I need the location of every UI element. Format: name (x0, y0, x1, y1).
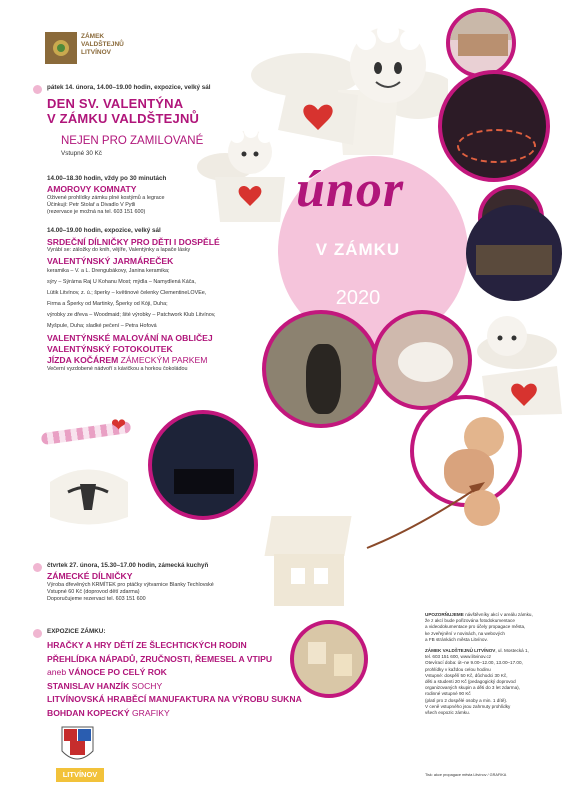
headline-vzamku: V ZÁMKU (315, 240, 401, 259)
info-column: UPOZORŇUJEME návštěvníky akcí v areálu zámku, že z akcí bude pořizována fotodokumentace a videodokumentace pro účely propagace města, ke zveřejnění v novinách, na webových a FB stránkách města Litvínov. ZÁMEK VALDŠTEJNŮ LITVÍNOV, ul. Mostecká 1, tel. 603 151 600, www.litvinov.cz Otevírací doba: út–ne 9.00–12.00, 13.00–17.00, prohlídky v každou celou hodinu Vstupné: dospělí 50 Kč, důchodci 30 Kč, děti a studenti 20 Kč (pedagogický doprovod organizovaných skupin a děti do 3 let zdarma), rodinné vstupné 90 Kč (platí pro 2 dospělé osoby a min. 1 dítě). V ceně vstupného jsou zahrnuty prohlídky všech expozic zámku. (425, 612, 533, 716)
bullet-dot (33, 629, 42, 638)
expo-meta: EXPOZICE ZÁMKU: (47, 628, 106, 635)
logo-text: ZÁMEK VALDŠTEJNŮ LITVÍNOV (81, 33, 124, 56)
print-credit: Tisk: akce propagace města Litvínov / GRAFIKA (425, 773, 507, 777)
block2-desc: Oživené prohlídky zámku plné kostýmů a legrace Účinkují: Petr Stolař a Divadlo V Pytli (rezervace je možná na tel. 603 151 600) (47, 195, 165, 216)
cupid-bow-illustration (357, 468, 527, 563)
city-label: LITVÍNOV (62, 770, 98, 779)
expo-list: HRAČKY A HRY DĚTÍ ZE ŠLECHTICKÝCH RODIN PŘEHLÍDKA NÁPADŮ, ZRUČNOSTI, ŘEMESEL A VTIPU aneb VÁNOCE PO CELÝ ROK STANISLAV HANZÍK SOCHY LITVÍNOVSKÁ HRABĚCÍ MANUFAKTURA NA VÝROBU SUKNA BOHDAN KOPECKÝ GRAFIKY (47, 640, 302, 718)
bullet-dot (33, 85, 42, 94)
event2-desc: Výroba dřevěných KRMÍTEK pro ptáčky výtvarnice Blanky Techlovské Vstupné 60 Kč (doprovod dětí zdarma) Doporučujeme rezervaci tel. 603 151 600 (47, 582, 214, 603)
block2-title: AMOROVY KOMNATY (47, 184, 137, 194)
photo-people-cherub (262, 310, 380, 428)
bracelet-heart-image: ❤ (33, 405, 138, 460)
city-label-box (56, 768, 104, 782)
event1-meta: pátek 14. února, 14.00–19.00 hodin, expozice, velký sál (47, 84, 211, 91)
photo-courtyard-night (466, 205, 562, 301)
event2-meta: čtvrtek 27. února, 15.30–17.00 hodin, zámecká kuchyň (47, 562, 209, 569)
headline-unor: únor (296, 161, 405, 218)
block3-content: SRDEČNÍ DÍLNIČKY PRO DĚTI I DOSPĚLÉ Vyrábí se: záložky do knih, vějíře, Valentýnky a lapače lásky VALENTÝNSKÝ JARMÁREČEK keramika – V. a L. Drengubákovy, Janina keramika; sýry – Sýrárna Raj U Kohanu Most; mýdla – Namydlená Káča, Lütik Litvínov, z. ú.; šperky – květinové čelenky ClementineLOVEe, Firma a Šperky od Martinky, Šperky od Kóji, Duha; výrobky ze dřeva – Woodmaid; šité výrobky – Patchwork Klub Litvínov, Myšpule, Duha; sladké pečení – Petra Hofová VALENTÝNSKÉ MALOVÁNÍ NA OBLIČEJ VALENTÝNSKÝ FOTOKOUTEK JÍZDA KOČÁREM ZÁMECKÝM PARKEM Večerní vyzdobené nádvoří s kávičkou a horkou čokoládou (47, 237, 220, 373)
photo-horse-carriage (148, 410, 258, 520)
event1-subtitle: NEJEN PRO ZAMILOVANÉ (61, 135, 204, 147)
wooden-birdfeeder-image (256, 506, 366, 616)
event2-title: ZÁMECKÉ DÍLNIČKY (47, 571, 133, 581)
city-coat-of-arms-icon (60, 725, 95, 767)
photo-castle-day (446, 8, 516, 78)
bullet-dot (33, 563, 42, 572)
castle-emblem-icon (45, 32, 77, 64)
castle-logo (45, 32, 155, 72)
photo-wooden-houses (290, 620, 368, 698)
block2-meta: 14.00–18.30 hodin, vždy po 30 minutách (47, 175, 167, 182)
block3-meta: 14.00–19.00 hodin, expozice, velký sál (47, 227, 161, 234)
photo-candles-night (438, 70, 550, 182)
headline-year: 2020 (335, 287, 381, 309)
fleur-de-lis-heart-illustration (40, 462, 138, 532)
cherub-small-illustration (195, 122, 295, 227)
event1-entry: Vstupné 30 Kč (61, 150, 102, 157)
event1-title: DEN SV. VALENTÝNA V ZÁMKU VALDŠTEJNŮ (47, 96, 200, 126)
